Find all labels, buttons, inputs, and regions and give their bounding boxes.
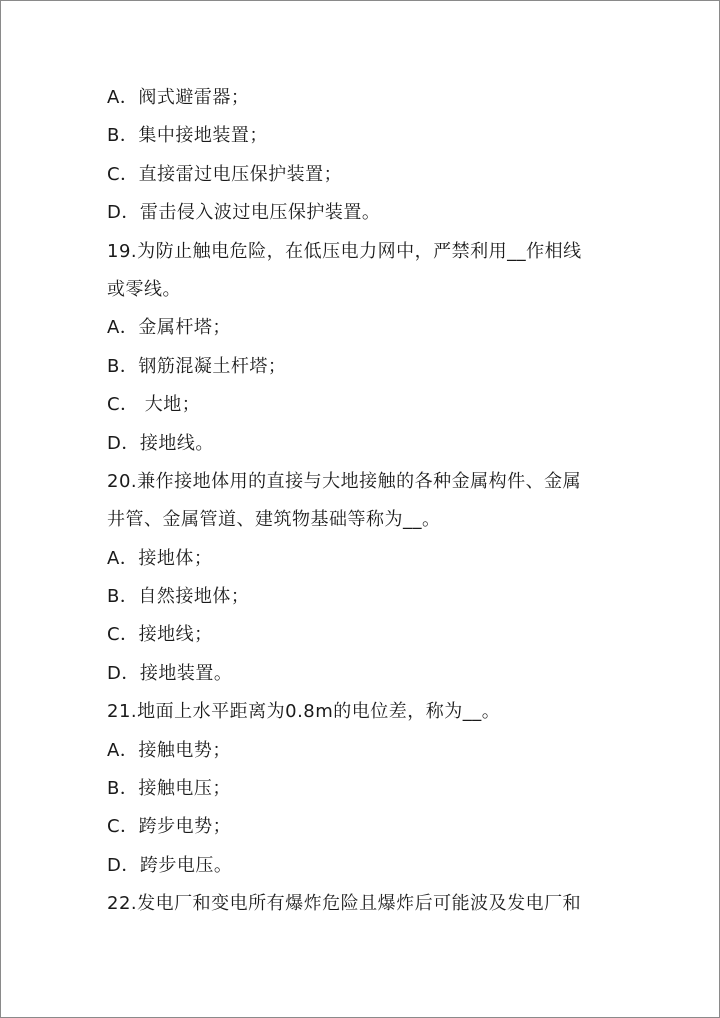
option-d-q21: D．跨步电压。	[107, 854, 233, 876]
option-b-q20: B．自然接地体；	[107, 586, 250, 608]
option-a-q18: A．阀式避雷器；	[107, 87, 250, 108]
option-d-q20: D．接地装置。	[107, 662, 233, 684]
option-c-q20: C．接地线；	[107, 624, 213, 646]
option-c-q21: C．跨步电势；	[107, 816, 232, 838]
question-19-line-1: 19.为防止触电危险，在低压电力网中，严禁利用__作相线	[107, 240, 582, 262]
option-b-q18: B．集中接地装置；	[107, 125, 268, 147]
option-a-q20: A．接地体；	[107, 547, 213, 569]
option-a-q19: A．金属杆塔；	[107, 317, 231, 339]
option-c-q18: C．直接雷过电压保护装置；	[107, 163, 343, 185]
option-c-q19: C． 大地；	[107, 394, 201, 416]
option-b-q21: B．接触电压；	[107, 778, 231, 800]
option-d-q19: D．接地线。	[107, 432, 214, 454]
option-b-q19: B．钢筋混凝土杆塔；	[107, 355, 287, 377]
question-20-line-2: 井管、金属管道、建筑物基础等称为__。	[107, 509, 441, 531]
document-body	[107, 79, 617, 924]
option-d-q18: D．雷击侵入波过电压保护装置。	[107, 202, 381, 224]
question-21-line-1: 21.地面上水平距离为0.8m的电位差，称为__。	[107, 701, 501, 723]
question-22-line-1: 22.发电厂和变电所有爆炸危险且爆炸后可能波及发电厂和	[107, 893, 582, 915]
question-20-line-1: 20.兼作接地体用的直接与大地接触的各种金属构件、金属	[107, 470, 582, 492]
option-a-q21: A．接触电势；	[107, 739, 231, 761]
question-19-line-2: 或零线。	[107, 278, 181, 300]
